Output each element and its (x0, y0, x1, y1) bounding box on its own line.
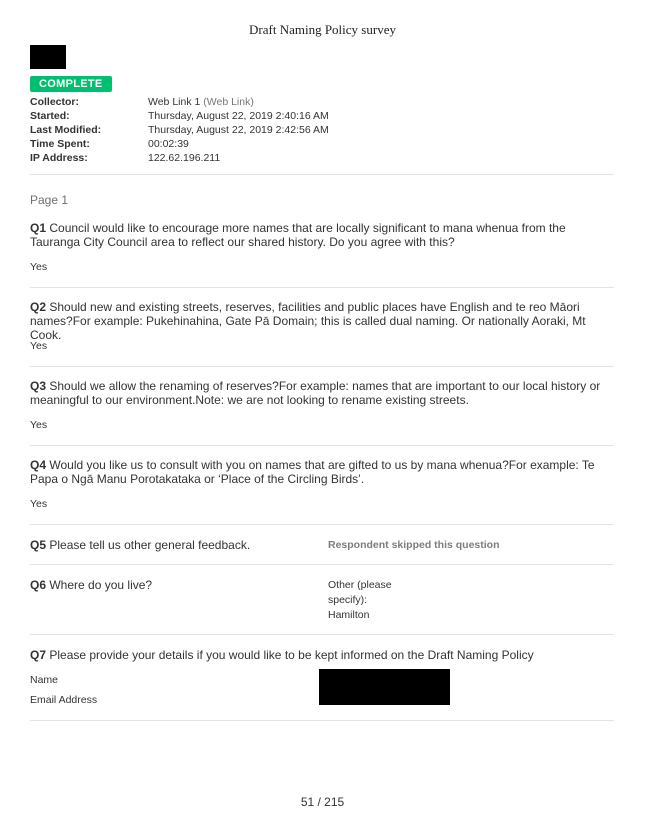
time-spent-label: Time Spent: (30, 138, 90, 150)
question-5 (30, 538, 320, 552)
started-label: Started: (30, 110, 70, 122)
question-text: Please tell us other general feedback. (49, 538, 251, 552)
started-row (30, 110, 329, 124)
answer-2: Yes (30, 340, 48, 352)
response-metadata (30, 96, 329, 166)
question-1 (30, 221, 614, 249)
question-number: Q1 (30, 221, 47, 235)
answer-6-line-2: specify): (328, 594, 368, 606)
divider (30, 445, 614, 446)
page-label: Page 1 (30, 193, 69, 207)
question-7 (30, 648, 614, 662)
question-number: Q4 (30, 458, 47, 472)
question-number: Q5 (30, 538, 47, 552)
ip-address-value: 122.62.196.211 (148, 152, 221, 164)
document-title: Draft Naming Policy survey (249, 22, 396, 37)
question-text: Council would like to encourage more names that are locally significant to mana whenua from the Tauranga City Council area to reflect our shared history. Do you agree with this? (30, 221, 566, 249)
status-badge: COMPLETE (30, 76, 112, 92)
question-number: Q2 (30, 300, 47, 314)
skipped-note: Respondent skipped this question (328, 539, 500, 551)
ip-address-row (30, 152, 329, 166)
answer-3: Yes (30, 419, 48, 431)
started-value: Thursday, August 22, 2019 2:40:16 AM (148, 110, 329, 122)
collector-row (30, 96, 329, 110)
collector-type: (Web Link) (203, 96, 254, 108)
email-field-label: Email Address (30, 694, 98, 706)
question-4 (30, 458, 614, 486)
ip-address-label: IP Address: (30, 152, 88, 164)
answer-6-line-1: Other (please (328, 579, 392, 591)
question-2 (30, 300, 614, 342)
collector-label: Collector: (30, 96, 80, 108)
collector-value (148, 96, 254, 110)
last-modified-row (30, 124, 329, 138)
time-spent-row (30, 138, 329, 152)
answer-6 (328, 578, 392, 623)
redacted-personal-details (319, 669, 450, 705)
question-text: Where do you live? (49, 578, 153, 592)
divider (30, 287, 614, 288)
question-text: Would you like us to consult with you on names that are gifted to us by mana whenua?For example: Te Papa o Ngā Manu Porotakataka or ‘Place of the Circling Birds’. (30, 458, 595, 486)
question-number: Q7 (30, 648, 47, 662)
question-3 (30, 379, 614, 407)
time-spent-value: 00:02:39 (148, 138, 189, 150)
question-6 (30, 578, 320, 592)
divider (30, 366, 614, 367)
redacted-logo-block (30, 45, 66, 69)
divider (30, 524, 614, 525)
divider (30, 634, 614, 635)
answer-6-line-3: Hamilton (328, 609, 370, 621)
question-text: Should new and existing streets, reserves, facilities and public places have English and te reo Māori names?For example: Pukehinahina, Gate Pā Domain; this is called dual naming. Or nationally Aoraki, Mt Cook. (30, 300, 586, 342)
last-modified-label: Last Modified: (30, 124, 102, 136)
last-modified-value: Thursday, August 22, 2019 2:42:56 AM (148, 124, 329, 136)
question-number: Q6 (30, 578, 47, 592)
question-text: Please provide your details if you would like to be kept informed on the Draft Naming Policy (49, 648, 534, 662)
divider (30, 564, 614, 565)
answer-1: Yes (30, 261, 48, 273)
question-text: Should we allow the renaming of reserves?For example: names that are important to our local history or meaningful to our environment.Note: we are not looking to rename existing streets. (30, 379, 601, 407)
page-number: 51 / 215 (300, 795, 345, 809)
collector-name: Web Link 1 (148, 96, 201, 108)
divider (30, 720, 614, 721)
name-field-label: Name (30, 674, 59, 686)
divider (30, 174, 614, 175)
answer-4: Yes (30, 498, 48, 510)
question-number: Q3 (30, 379, 47, 393)
